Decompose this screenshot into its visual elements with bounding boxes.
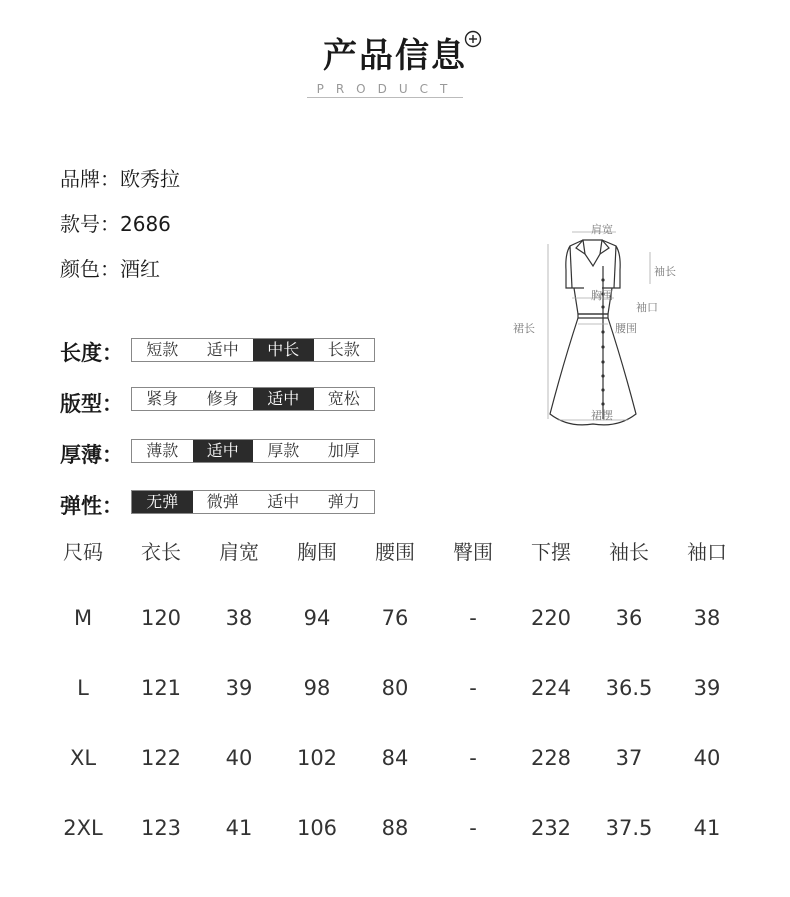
header-cell: 袖口 xyxy=(687,539,727,564)
table-cell: 120 xyxy=(140,606,182,630)
table-cell: 224 xyxy=(530,676,572,700)
table-cell: 41 xyxy=(693,816,721,840)
elasticity-option: 适中 xyxy=(267,492,300,511)
plus-circle-icon xyxy=(464,30,482,48)
table-cell: 102 xyxy=(296,746,338,770)
thickness-option: 加厚 xyxy=(327,441,360,460)
table-cell: 76 xyxy=(381,606,409,630)
table-cell: 122 xyxy=(140,746,182,770)
table-cell: 38 xyxy=(225,606,253,630)
fit-option: 修身 xyxy=(206,389,239,408)
table-cell: 38 xyxy=(693,606,721,630)
table-header-row xyxy=(44,536,784,564)
header-cell: 尺码 xyxy=(63,539,103,564)
header-cell: 下摆 xyxy=(531,539,571,564)
header-cell: 肩宽 xyxy=(219,539,259,564)
table-cell: 37 xyxy=(615,746,643,770)
fit-option: 适中 xyxy=(253,388,314,410)
thickness-option: 厚款 xyxy=(267,441,300,460)
fit-options xyxy=(131,387,375,411)
table-cell: 94 xyxy=(303,606,331,630)
page-title: 产品信息 xyxy=(323,36,467,76)
table-cell: M xyxy=(73,606,93,630)
table-row xyxy=(44,744,784,772)
table-cell: - xyxy=(469,676,477,700)
thickness-option: 薄款 xyxy=(146,441,179,460)
waist-label: 腰围 xyxy=(615,322,637,335)
size-table xyxy=(44,536,784,842)
header-cell: 腰围 xyxy=(375,539,415,564)
table-cell: 232 xyxy=(530,816,572,840)
fit-option: 紧身 xyxy=(146,389,179,408)
table-cell: 80 xyxy=(381,676,409,700)
table-cell: 37.5 xyxy=(605,816,653,840)
shoulder-label: 肩宽 xyxy=(591,223,613,236)
table-cell: 36 xyxy=(615,606,643,630)
header-cell: 衣长 xyxy=(141,539,181,564)
table-cell: 123 xyxy=(140,816,182,840)
table-cell: 2XL xyxy=(63,816,103,840)
length-option: 长款 xyxy=(327,340,360,359)
style-number-info: 款号：2686 xyxy=(60,212,171,236)
length-diagram-label: 裙长 xyxy=(513,322,535,335)
table-cell: 84 xyxy=(381,746,409,770)
header-cell: 袖长 xyxy=(609,539,649,564)
table-cell: 39 xyxy=(225,676,253,700)
thickness-label: 厚薄： xyxy=(60,443,123,467)
dress-diagram xyxy=(508,214,678,432)
table-cell: 228 xyxy=(530,746,572,770)
table-cell: 121 xyxy=(140,676,182,700)
table-cell: 40 xyxy=(693,746,721,770)
page-subtitle: PRODUCT xyxy=(316,82,460,96)
table-cell: - xyxy=(469,746,477,770)
thickness-options xyxy=(131,439,375,463)
header-cell: 胸围 xyxy=(297,539,337,564)
elasticity-options xyxy=(131,490,375,514)
elasticity-option: 弹力 xyxy=(327,492,360,511)
table-row xyxy=(44,604,784,632)
table-cell: - xyxy=(469,816,477,840)
table-cell: 36.5 xyxy=(605,676,653,700)
table-cell: 220 xyxy=(530,606,572,630)
table-cell: 41 xyxy=(225,816,253,840)
length-option: 中长 xyxy=(253,339,314,361)
subtitle-underline xyxy=(307,97,463,98)
length-options xyxy=(131,338,375,362)
table-cell: 106 xyxy=(296,816,338,840)
table-cell: L xyxy=(77,676,89,700)
header-cell: 臀围 xyxy=(453,539,493,564)
color-info: 颜色：酒红 xyxy=(60,257,160,281)
table-row xyxy=(44,674,784,702)
table-cell: XL xyxy=(69,746,97,770)
elasticity-label: 弹性： xyxy=(60,494,123,518)
table-row xyxy=(44,814,784,842)
hem-label: 裙摆 xyxy=(591,409,613,422)
length-option: 适中 xyxy=(206,340,239,359)
table-cell: - xyxy=(469,606,477,630)
thickness-option: 适中 xyxy=(193,440,254,462)
chest-label: 胸围 xyxy=(591,289,613,302)
elasticity-option: 微弹 xyxy=(206,492,239,511)
table-cell: 98 xyxy=(303,676,331,700)
sleeve-length-label: 袖长 xyxy=(654,265,676,278)
table-cell: 39 xyxy=(693,676,721,700)
length-option: 短款 xyxy=(146,340,179,359)
fit-label: 版型： xyxy=(60,392,123,416)
cuff-label: 袖口 xyxy=(636,301,658,314)
table-cell: 40 xyxy=(225,746,253,770)
elasticity-option: 无弹 xyxy=(132,491,193,513)
length-label: 长度： xyxy=(60,341,123,365)
fit-option: 宽松 xyxy=(327,389,360,408)
brand-info: 品牌：欧秀拉 xyxy=(60,167,180,191)
table-cell: 88 xyxy=(381,816,409,840)
